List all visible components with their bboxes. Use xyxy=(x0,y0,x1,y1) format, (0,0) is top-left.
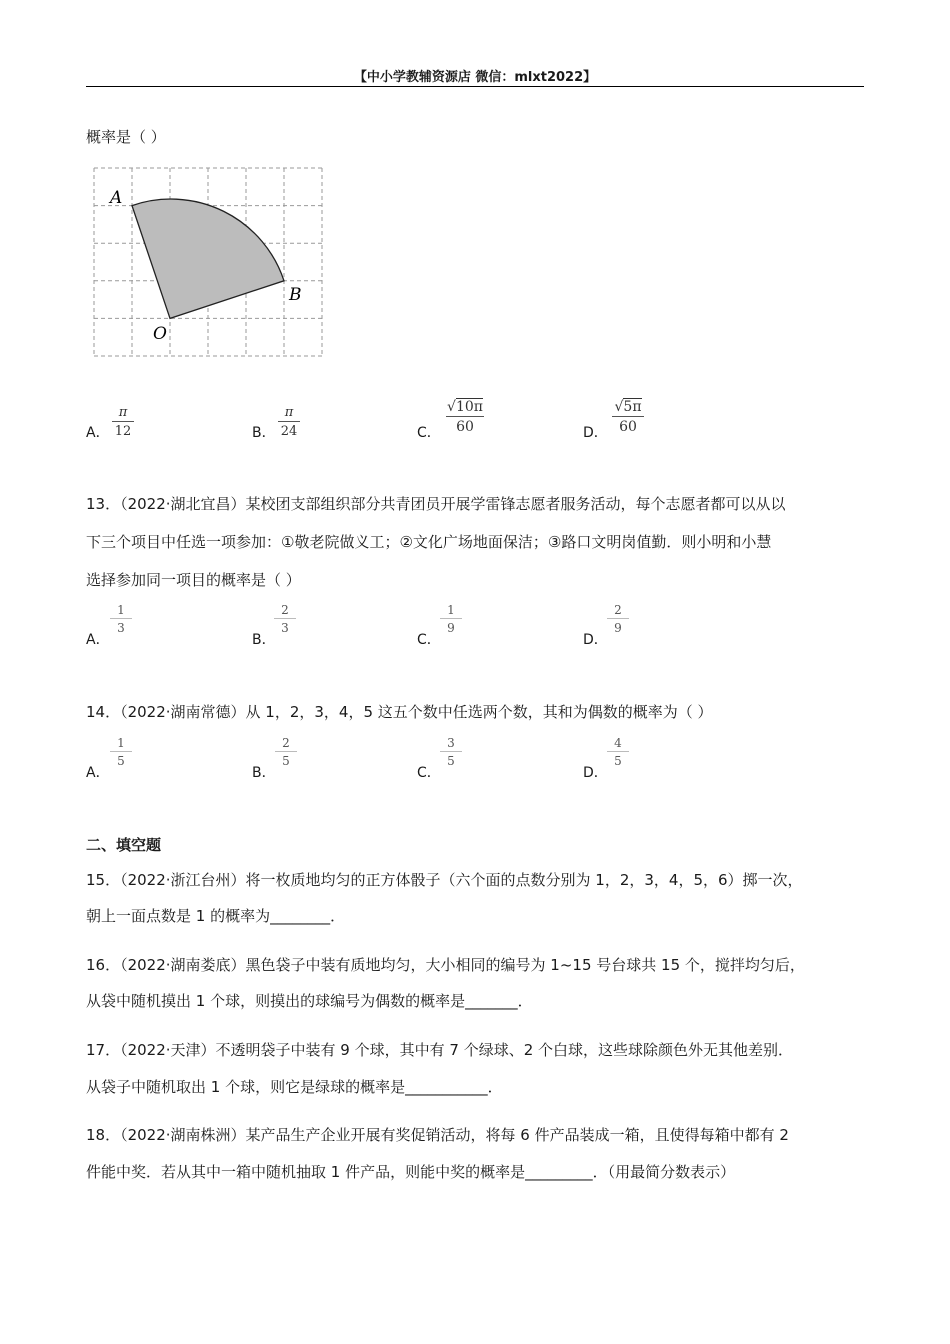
label-o: O xyxy=(153,324,167,344)
numerator: 1 xyxy=(447,603,455,617)
q15-line-1: 15．（2022·浙江台州）将一枚质地均匀的正方体骰子（六个面的点数分别为 1，2，3，4，5，6）掷一次， xyxy=(86,871,803,889)
fraction-bar xyxy=(607,618,629,619)
q15-line-2: 朝上一面点数是 1 的概率为________． xyxy=(86,907,346,925)
q12-sector-figure xyxy=(90,166,326,360)
numerator: 2 xyxy=(614,603,622,617)
q14-line-1: 14．（2022·湖南常德）从 1，2，3，4，5 这五个数中任选两个数，其和为偶数的概率为（ ） xyxy=(86,703,713,721)
fraction-bar xyxy=(275,751,297,752)
fraction-bar xyxy=(278,421,300,422)
fraction xyxy=(608,400,648,434)
fraction xyxy=(271,737,301,767)
fraction xyxy=(270,604,300,634)
option-label: A． xyxy=(86,765,110,781)
option-label: B． xyxy=(252,425,276,441)
option-label: D． xyxy=(583,425,608,441)
numerator: 1 xyxy=(117,736,125,750)
option-label: C． xyxy=(417,765,441,781)
fraction xyxy=(106,604,136,634)
fraction-bar xyxy=(440,751,462,752)
fraction xyxy=(442,400,488,434)
fraction xyxy=(603,737,633,767)
denominator: 9 xyxy=(447,621,455,635)
denominator: 5 xyxy=(282,754,290,768)
fraction-bar xyxy=(112,421,134,422)
label-a: A xyxy=(110,188,123,208)
q13-line-3: 选择参加同一项目的概率是（ ） xyxy=(86,571,301,589)
q18-line-2: 件能中奖．若从其中一箱中随机抽取 1 件产品，则能中奖的概率是_________．（用最简分数表示） xyxy=(86,1163,736,1181)
denominator: 60 xyxy=(456,419,474,435)
denominator: 60 xyxy=(619,419,637,435)
fraction xyxy=(436,737,466,767)
denominator: 5 xyxy=(447,754,455,768)
radicand: 5π xyxy=(623,399,642,415)
fraction xyxy=(603,604,633,634)
page-header: 【中小学教辅资源店 微信：mlxt2022】 xyxy=(353,70,597,85)
fraction-bar xyxy=(607,751,629,752)
option-label: A． xyxy=(86,632,110,648)
q12-tail: 概率是（ ） xyxy=(86,128,166,146)
shaded-sector xyxy=(132,199,284,318)
q16-line-1: 16．（2022·湖南娄底）黑色袋子中装有质地均匀，大小相同的编号为 1~15 号台球共 15 个，搅拌均匀后， xyxy=(86,956,805,974)
q17-line-2: 从袋子中随机取出 1 个球，则它是绿球的概率是___________． xyxy=(86,1078,503,1096)
section-title-fill-in: 二、填空题 xyxy=(86,836,162,854)
numerator: 4 xyxy=(614,736,622,750)
numerator: 2 xyxy=(282,736,290,750)
denominator: 3 xyxy=(117,621,125,635)
denominator: 24 xyxy=(280,424,298,439)
denominator: 12 xyxy=(114,424,132,439)
label-b: B xyxy=(289,285,302,305)
fraction-bar xyxy=(440,618,462,619)
fraction xyxy=(436,604,466,634)
fraction xyxy=(108,406,138,438)
numerator xyxy=(608,400,648,414)
q13-line-1: 13．（2022·湖北宜昌）某校团支部组织部分共青团员开展学雷锋志愿者服务活动，每个志愿者都可以从以 xyxy=(86,495,786,513)
fraction-bar xyxy=(446,416,484,417)
denominator: 9 xyxy=(614,621,622,635)
fraction-bar xyxy=(110,618,132,619)
fraction xyxy=(106,737,136,767)
fraction-bar xyxy=(274,618,296,619)
q17-line-1: 17．（2022·天津）不透明袋子中装有 9 个球，其中有 7 个绿球、2 个白球，这些球除颜色外无其他差别． xyxy=(86,1041,794,1059)
numerator xyxy=(442,400,488,414)
fraction-bar xyxy=(110,751,132,752)
radicand: 10π xyxy=(455,399,483,415)
denominator: 3 xyxy=(281,621,289,635)
numerator: 1 xyxy=(117,603,125,617)
q13-line-2: 下三个项目中任选一项参加：①敬老院做义工；②文化广场地面保洁；③路口文明岗值勤．则小明和小慧 xyxy=(86,533,772,551)
numerator: 2 xyxy=(281,603,289,617)
q18-line-1: 18．（2022·湖南株洲）某产品生产企业开展有奖促销活动，将每 6 件产品装成一箱，且使得每箱中都有 2 xyxy=(86,1126,789,1144)
numerator: π xyxy=(284,405,294,420)
option-label: B． xyxy=(252,632,276,648)
radical-sign: √ xyxy=(447,399,456,415)
fraction-bar xyxy=(612,416,644,417)
header-rule xyxy=(86,86,864,87)
fraction xyxy=(274,406,304,438)
option-label: B． xyxy=(252,765,276,781)
option-label: D． xyxy=(583,765,608,781)
option-label: A． xyxy=(86,425,110,441)
denominator: 5 xyxy=(614,754,622,768)
denominator: 5 xyxy=(117,754,125,768)
numerator: 3 xyxy=(447,736,455,750)
radical-sign: √ xyxy=(614,399,624,415)
option-label: D． xyxy=(583,632,608,648)
option-label: C． xyxy=(417,425,441,441)
option-label: C． xyxy=(417,632,441,648)
q16-line-2: 从袋中随机摸出 1 个球，则摸出的球编号为偶数的概率是_______． xyxy=(86,992,533,1010)
numerator: π xyxy=(118,405,128,420)
